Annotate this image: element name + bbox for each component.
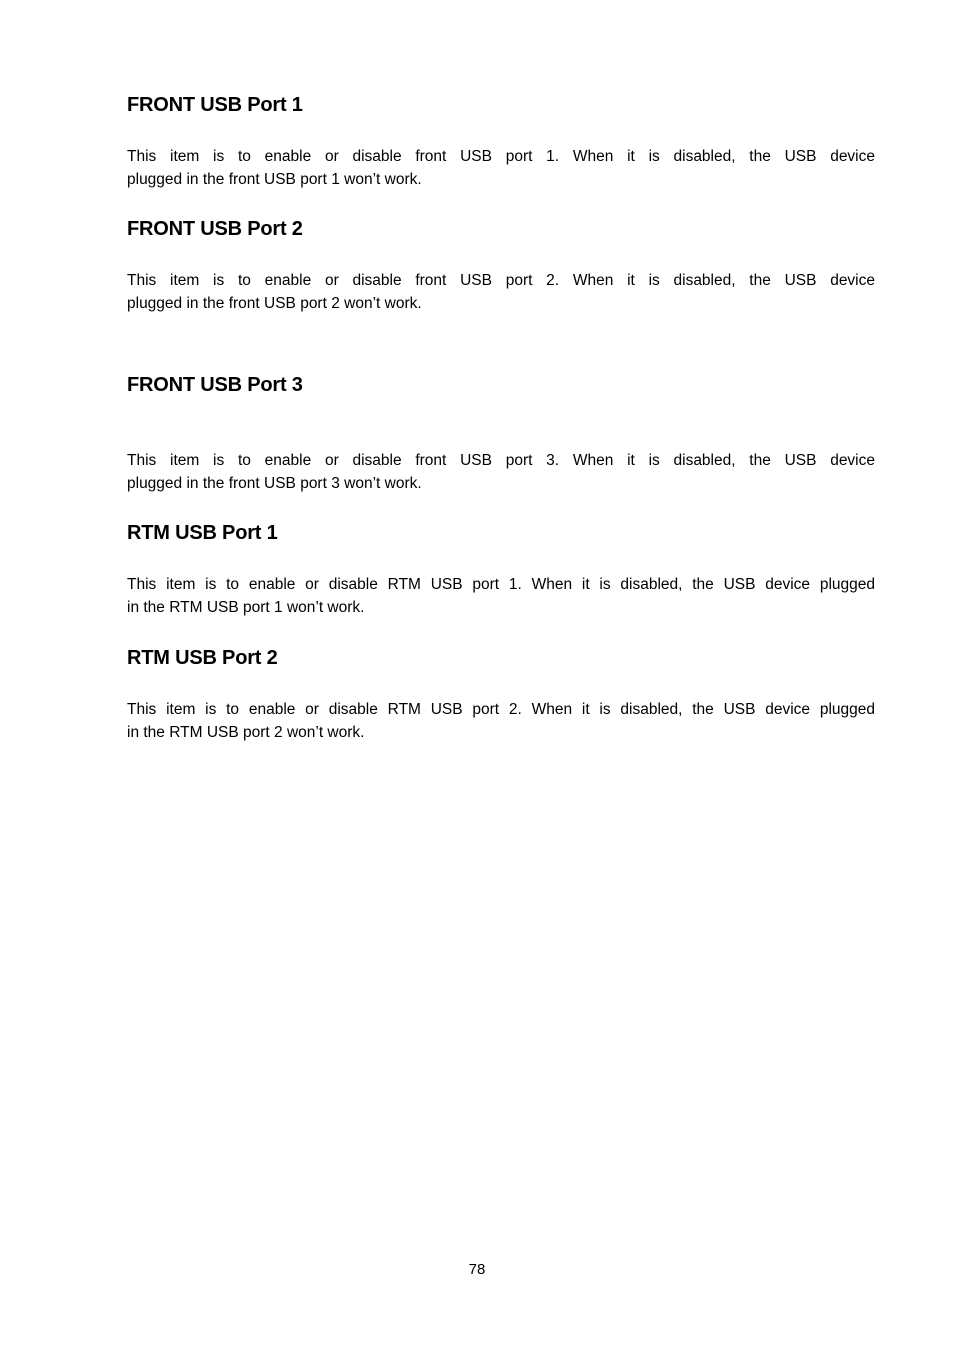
- page-number: 78: [468, 1261, 486, 1278]
- section-body-front-usb-port-3: [127, 449, 875, 495]
- body-line: in the RTM USB port 1 won’t work.: [127, 599, 365, 616]
- body-line: This item is to enable or disable RTM USB port 1. When it is disabled, the USB device plugged: [127, 576, 875, 593]
- body-line: This item is to enable or disable RTM USB port 2. When it is disabled, the USB device plugged: [127, 701, 875, 718]
- body-line: plugged in the front USB port 1 won’t work.: [127, 171, 422, 188]
- section-heading-rtm-usb-port-2: RTM USB Port 2: [127, 647, 278, 669]
- body-line: This item is to enable or disable front USB port 1. When it is disabled, the USB device: [127, 148, 875, 165]
- body-line: in the RTM USB port 2 won’t work.: [127, 724, 365, 741]
- section-heading-front-usb-port-1: FRONT USB Port 1: [127, 94, 303, 116]
- section-heading-front-usb-port-3: FRONT USB Port 3: [127, 374, 303, 396]
- body-line: This item is to enable or disable front USB port 2. When it is disabled, the USB device: [127, 272, 875, 289]
- section-heading-rtm-usb-port-1: RTM USB Port 1: [127, 522, 278, 544]
- section-body-rtm-usb-port-1: [127, 573, 875, 619]
- section-body-rtm-usb-port-2: [127, 698, 875, 744]
- section-body-front-usb-port-2: [127, 269, 875, 315]
- section-heading-front-usb-port-2: FRONT USB Port 2: [127, 218, 303, 240]
- section-body-front-usb-port-1: [127, 145, 875, 191]
- body-line: plugged in the front USB port 2 won’t work.: [127, 295, 422, 312]
- body-line: plugged in the front USB port 3 won’t work.: [127, 475, 422, 492]
- body-line: This item is to enable or disable front USB port 3. When it is disabled, the USB device: [127, 452, 875, 469]
